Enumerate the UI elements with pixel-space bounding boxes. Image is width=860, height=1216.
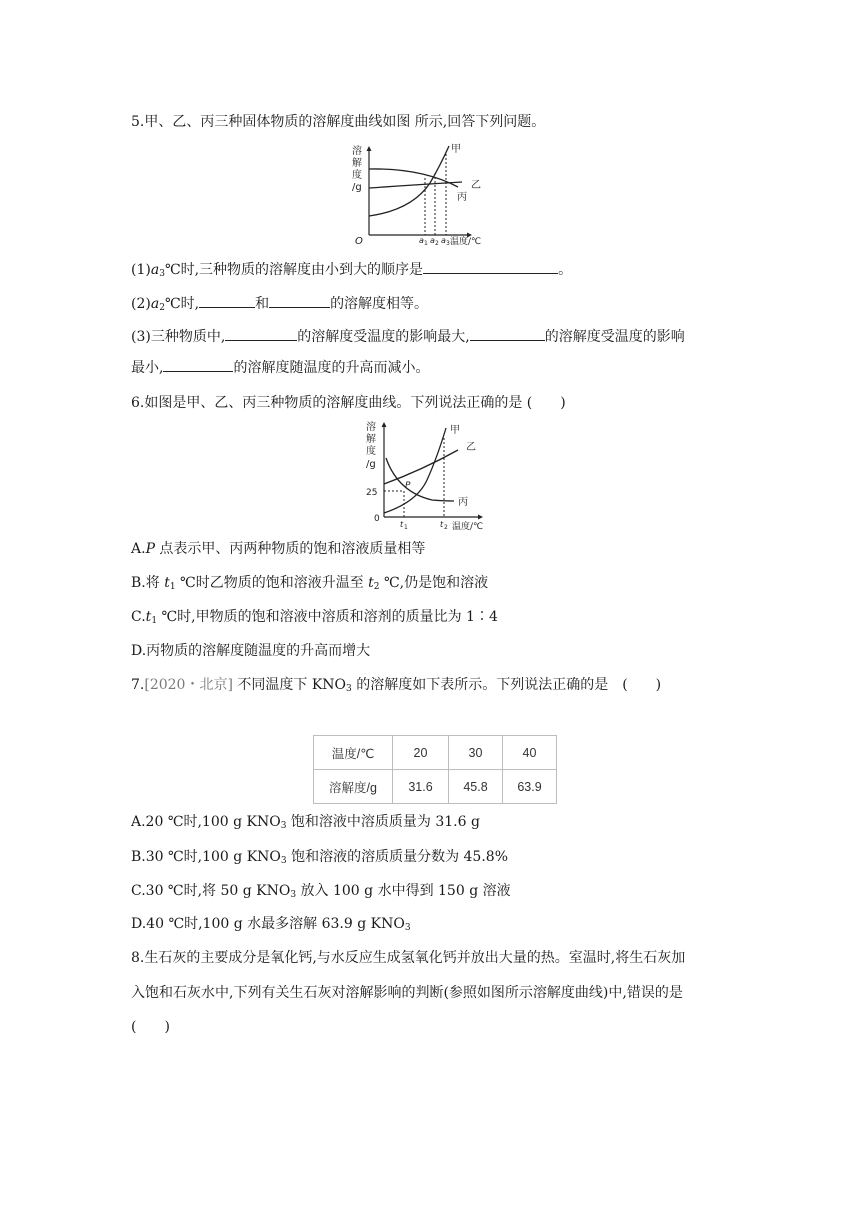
q6-option-b-sub1: 1 (169, 582, 176, 592)
q6-stem: 6.如图是甲、乙、丙三种物质的溶解度曲线。下列说法正确的是 ( ) (131, 395, 566, 411)
q5-part3 (131, 326, 685, 347)
tick-t1-sub: 1 (404, 524, 408, 531)
y-axis-arrow (382, 422, 387, 427)
y-axis-arrow (367, 146, 372, 151)
curve-label-jia: 甲 (450, 425, 460, 436)
y-label-3: 度 (366, 446, 376, 457)
q8-stem-line1: 8.生石灰的主要成分是氧化钙,与水反应生成氢氧化钙并放出大量的热。室温时,将生石灰加 (131, 950, 686, 966)
q6-option-c-var: t (145, 609, 152, 625)
q5-part2-var: a (150, 296, 160, 312)
q5-part1-sub: 3 (159, 269, 165, 279)
curve-label-yi: 乙 (466, 442, 476, 453)
q7-option-b[interactable] (131, 847, 508, 871)
q6-option-d[interactable]: D.丙物质的溶解度随温度的升高而增大 (131, 643, 371, 659)
q7-option-c-tail: 放入 100 g 水中得到 150 g 溶液 (296, 883, 511, 899)
q7-option-b-text: B.30 ℃时,100 g KNO (131, 849, 281, 865)
q5-part3-prefix: (3)三种物质中, (131, 329, 226, 345)
q8-stem-line2: 入饱和石灰水中,下列有关生石灰对溶解影响的判断(参照如图所示溶解度曲线)中,错误的是 (131, 985, 683, 1001)
y-label-4: /g (366, 459, 376, 470)
q5-part3-blank3[interactable] (163, 357, 233, 372)
table-cell: 63.9 (503, 770, 557, 804)
table-row (314, 770, 557, 804)
x-axis-arrow (478, 515, 483, 520)
curve-label-bing: 丙 (458, 497, 468, 508)
q5-part2-text2: 和 (255, 296, 270, 312)
tick-t1: t (400, 520, 404, 529)
q6-option-b-var1: t (164, 575, 170, 591)
q8-stem-line3: ( ) (131, 1019, 170, 1035)
q5-part1 (131, 259, 572, 284)
q5-solubility-figure (352, 138, 482, 252)
q6-option-a-prefix: A. (131, 541, 146, 557)
q7-option-b-tail: 饱和溶液的溶质质量分数为 45.8% (286, 849, 508, 865)
table-cell: 20 (393, 736, 449, 770)
tick-a1-sub: 1 (424, 240, 428, 247)
q7-stem-tail: 的溶解度如下表所示。下列说法正确的是 ( ) (351, 677, 662, 693)
y-label-4: /g (352, 182, 362, 193)
tick-a3: a (441, 236, 446, 245)
tick-a2-sub: 2 (435, 240, 439, 247)
q5-part3-text1: 的溶解度受温度的影响最大, (297, 329, 470, 345)
point-p-label: P (405, 481, 411, 491)
y-tick-25: 25 (366, 488, 378, 498)
curve-yi (384, 450, 458, 484)
q6-option-c-text: ℃时,甲物质的饱和溶液中溶质和溶剂的质量比为 1∶4 (157, 609, 498, 625)
q5-part1-prefix: (1) (131, 262, 151, 278)
q7-stem-sub: 3 (346, 684, 352, 694)
table-cell: 30 (449, 736, 503, 770)
origin-label: 0 (374, 514, 380, 524)
q5-stem: 5.甲、乙、丙三种固体物质的溶解度曲线如图 所示,回答下列问题。 (131, 114, 546, 130)
q5-part2-text1: ℃时, (164, 296, 200, 312)
q5-part2-prefix: (2) (131, 296, 151, 312)
q6-option-a-var: P (145, 541, 155, 557)
curve-label-bing: 丙 (457, 192, 467, 203)
q6-solubility-figure (362, 420, 502, 536)
q5-part2-blank1[interactable] (199, 293, 255, 308)
tick-a2: a (430, 236, 435, 245)
q6-option-c-sub: 1 (151, 616, 158, 626)
q5-solubility-chart (352, 138, 482, 248)
y-label-3: 度 (352, 170, 362, 181)
q7-option-a-sub: 3 (280, 821, 287, 831)
q6-option-b-sub2: 2 (373, 582, 380, 592)
q7-option-b-sub: 3 (280, 856, 287, 866)
q6-option-a-text: 点表示甲、丙两种物质的饱和溶液质量相等 (154, 541, 426, 557)
q6-option-b-prefix: B.将 (131, 575, 165, 591)
q5-part2-sub: 2 (159, 303, 165, 313)
q5-part1-end: 。 (558, 262, 573, 278)
curve-label-yi: 乙 (471, 180, 481, 191)
kno3-solubility-table (313, 735, 557, 804)
x-axis-label: 温度/℃ (450, 237, 482, 247)
q5-part3-text2: 的溶解度受温度的影响 (544, 329, 685, 345)
q7-option-a-tail: 饱和溶液中溶质质量为 31.6 g (286, 814, 480, 830)
q6-solubility-chart (362, 420, 502, 532)
q5-part1-text: ℃时,三种物质的溶解度由小到大的顺序是 (164, 262, 424, 278)
q5-part3-cont-prefix: 最小, (131, 360, 164, 376)
q5-part2-text3: 的溶解度相等。 (330, 296, 429, 312)
table-header-row (314, 736, 557, 770)
tick-a3-sub: 3 (446, 240, 450, 247)
q7-option-d-text: D.40 ℃时,100 g 水最多溶解 63.9 g KNO (131, 916, 405, 932)
table-cell: 溶解度/g (314, 770, 393, 804)
x-axis-label: 温度/℃ (452, 522, 484, 532)
table-cell: 温度/℃ (314, 736, 393, 770)
q7-option-a-text: A.20 ℃时,100 g KNO (131, 814, 281, 830)
q7-option-c-sub: 3 (290, 890, 297, 900)
q5-part2-blank2[interactable] (269, 293, 330, 308)
y-label-2: 解 (352, 158, 362, 169)
q7-option-a[interactable] (131, 812, 480, 836)
q7-option-d-sub: 3 (404, 923, 411, 933)
q7-stem-text: 不同温度下 KNO (232, 677, 347, 693)
table-cell: 40 (503, 736, 557, 770)
curve-jia (369, 146, 449, 216)
q5-part3-cont-text: 的溶解度随温度的升高而减小。 (233, 360, 430, 376)
q7-option-c[interactable] (131, 881, 511, 905)
q6-option-b-text: ℃,仍是饱和溶液 (379, 575, 489, 591)
q6-option-c-prefix: C. (131, 609, 146, 625)
q6-option-b[interactable] (131, 573, 488, 597)
tick-t2-sub: 2 (444, 524, 448, 531)
q5-part2 (131, 293, 428, 318)
q7-number: 7. (131, 677, 145, 693)
q6-option-a[interactable] (131, 539, 425, 559)
q6-option-b-mid: ℃时乙物质的饱和溶液升温至 (175, 575, 369, 591)
table-cell: 45.8 (449, 770, 503, 804)
y-label-2: 解 (366, 434, 376, 445)
q7-option-c-text: C.30 ℃时,将 50 g KNO (131, 883, 291, 899)
q7-option-d[interactable] (131, 914, 411, 938)
tick-a1: a (419, 236, 424, 245)
y-label-1: 溶 (366, 422, 376, 433)
origin-label: O (355, 236, 363, 247)
q5-part1-var: a (150, 262, 160, 278)
q6-option-c[interactable] (131, 607, 498, 631)
q7-stem (131, 675, 661, 699)
y-label-1: 溶 (352, 146, 362, 157)
curve-label-jia: 甲 (451, 144, 461, 155)
q5-part3-cont (131, 357, 429, 378)
tick-t2: t (440, 520, 444, 529)
q5-part1-blank[interactable] (423, 259, 558, 274)
q7-source: [2020・北京] (144, 677, 233, 693)
q6-option-b-var2: t (368, 575, 374, 591)
curve-bing (369, 169, 458, 187)
q5-part3-blank1[interactable] (225, 326, 297, 341)
q5-part3-blank2[interactable] (470, 326, 545, 341)
table-cell: 31.6 (393, 770, 449, 804)
